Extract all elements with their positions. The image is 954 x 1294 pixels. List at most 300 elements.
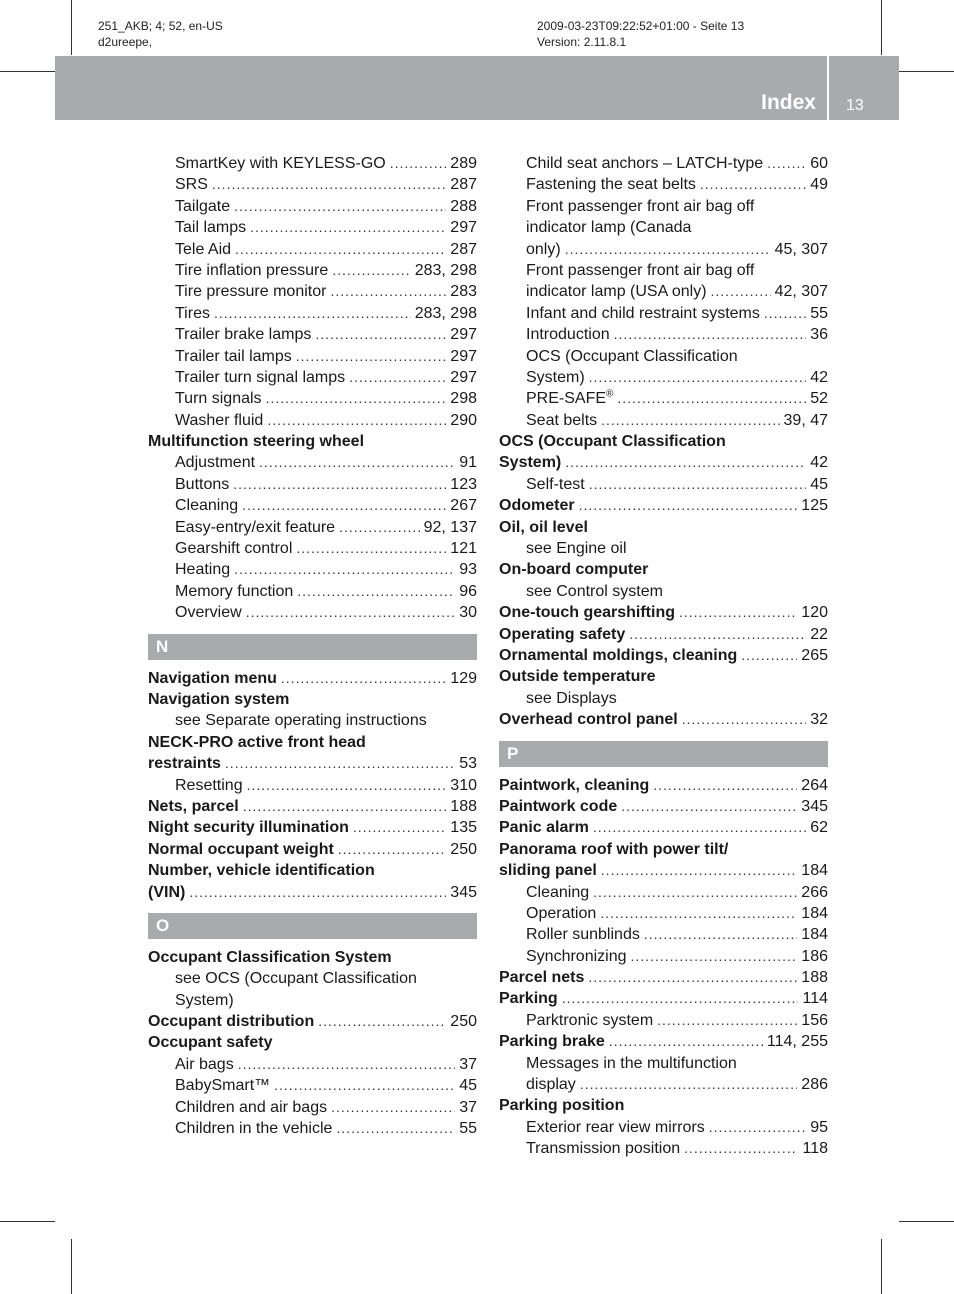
index-subentry: [148, 1075, 477, 1096]
leader-dots: [711, 281, 771, 302]
leader-dots: [315, 324, 446, 345]
index-subentry: [499, 946, 828, 967]
index-subentry: [499, 688, 828, 709]
leader-dots: [233, 474, 446, 495]
leader-dots: [296, 346, 447, 367]
page-reference: 118: [802, 1140, 828, 1158]
entry-text: Cleaning: [175, 497, 239, 515]
leader-dots: [621, 796, 797, 817]
leader-dots: [767, 153, 806, 174]
entry-text: Nets, parcel: [148, 797, 239, 815]
page-reference: 250: [450, 1013, 477, 1031]
crop-mark: [899, 71, 954, 72]
page-reference: 93: [459, 561, 477, 579]
index-entry: [148, 860, 477, 881]
entry-text: SRS: [175, 176, 208, 194]
leader-dots: [579, 495, 798, 516]
entry-text: OCS (Occupant Classification: [499, 433, 726, 451]
index-subentry: [499, 538, 828, 559]
entry-text: Transmission position: [526, 1140, 681, 1158]
index-entry: [499, 860, 828, 881]
page-reference: 32: [810, 711, 828, 729]
meta-line: 251_AKB; 4; 52, en-US: [98, 19, 223, 33]
entry-text: Synchronizing: [526, 947, 627, 965]
page-reference: 283: [450, 283, 477, 301]
leader-dots: [709, 1117, 807, 1138]
page-reference: 55: [459, 1120, 477, 1138]
page-reference: 283, 298: [414, 261, 477, 279]
page-reference: 264: [801, 776, 828, 794]
leader-dots: [234, 559, 455, 580]
entry-text: see Separate operating instructions: [175, 712, 427, 730]
leader-dots: [644, 924, 797, 945]
page-reference: 55: [810, 304, 828, 322]
entry-text: Tele Aid: [175, 240, 232, 258]
index-subentry: [148, 474, 477, 495]
page-reference: 184: [801, 904, 828, 922]
entry-text: Roller sunblinds: [526, 926, 640, 944]
index-entry: [148, 753, 477, 774]
leader-dots: [247, 775, 447, 796]
leader-dots: [332, 260, 410, 281]
leader-dots: [601, 860, 798, 881]
index-subentry: [148, 990, 477, 1011]
entry-text: Normal occupant weight: [148, 840, 334, 858]
entry-text: Tires: [175, 304, 210, 322]
page-reference: 297: [450, 326, 477, 344]
page-reference: 135: [450, 819, 477, 837]
leader-dots: [679, 602, 797, 623]
leader-dots: [629, 624, 806, 645]
index-subentry: [499, 882, 828, 903]
page-reference: 96: [459, 582, 477, 600]
crop-mark: [71, 0, 72, 55]
page-reference: 310: [450, 776, 477, 794]
leader-dots: [212, 174, 446, 195]
leader-dots: [281, 668, 446, 689]
page-reference: 184: [801, 926, 828, 944]
entry-text: Parcel nets: [499, 969, 585, 987]
index-entry: [148, 882, 477, 903]
entry-text: Children in the vehicle: [175, 1120, 333, 1138]
entry-text: Easy-entry/exit feature: [175, 518, 336, 536]
entry-text: Memory function: [175, 582, 294, 600]
page-reference: 250: [450, 840, 477, 858]
entry-text: SmartKey with KEYLESS-GO: [175, 155, 386, 172]
index-subentry: [148, 239, 477, 260]
index-entry: [499, 559, 828, 580]
page-reference: 267: [450, 497, 477, 515]
leader-dots: [589, 474, 807, 495]
entry-text: Cleaning: [526, 883, 590, 901]
entry-text: PRE-SAFE®: [526, 388, 614, 408]
page-reference: 289: [450, 155, 477, 172]
section-letter-n: N: [148, 634, 477, 660]
page-number: 13: [846, 97, 864, 114]
leader-dots: [589, 367, 807, 388]
index-subentry: [499, 196, 828, 217]
page-reference: 52: [810, 390, 828, 408]
leader-dots: [331, 1097, 455, 1118]
leader-dots: [296, 538, 446, 559]
index-entry: [148, 689, 477, 710]
entry-text: Number, vehicle identification: [148, 862, 375, 880]
page-reference: 186: [801, 947, 828, 965]
leader-dots: [741, 645, 797, 666]
index-subentry: [148, 153, 477, 174]
entry-text: Front passenger front air bag off: [526, 197, 755, 215]
entry-text: Buttons: [175, 475, 230, 493]
index-column-left: [148, 153, 477, 1139]
entry-text: Trailer brake lamps: [175, 326, 312, 344]
index-entry: [499, 452, 828, 473]
entry-text: Adjustment: [175, 454, 256, 472]
leader-dots: [684, 1138, 798, 1159]
leader-dots: [614, 324, 807, 345]
print-meta-left: [98, 18, 223, 50]
page-reference: 286: [801, 1076, 828, 1094]
page-reference: 114, 255: [766, 1033, 828, 1051]
index-subentry: [148, 495, 477, 516]
index-column-right: [499, 153, 828, 1160]
page-reference: 45, 307: [774, 240, 828, 258]
page-reference: 297: [450, 368, 477, 386]
leader-dots: [330, 281, 446, 302]
leader-dots: [657, 1010, 797, 1031]
leader-dots: [267, 410, 446, 431]
index-subentry: [148, 388, 477, 409]
index-entry: [499, 796, 828, 817]
index-entry: [499, 1095, 828, 1116]
entry-text: Tailgate: [175, 197, 231, 215]
entry-text: Turn signals: [175, 390, 262, 408]
index-subentry: [148, 452, 477, 473]
leader-dots: [565, 239, 771, 260]
index-subentry: [148, 602, 477, 623]
index-subentry: [148, 281, 477, 302]
entry-text: Parktronic system: [526, 1011, 654, 1029]
index-entry: [499, 602, 828, 623]
entry-text: only): [526, 240, 561, 258]
page-reference: 297: [450, 219, 477, 237]
index-subentry: [499, 346, 828, 367]
page-reference: 297: [450, 347, 477, 365]
page-reference: 42: [810, 368, 828, 386]
index-subentry: [499, 367, 828, 388]
leader-dots: [588, 967, 797, 988]
entry-text: Exterior rear view mirrors: [526, 1118, 705, 1136]
leader-dots: [243, 796, 447, 817]
page-reference: 156: [801, 1011, 828, 1029]
index-entry: [148, 1032, 477, 1053]
leader-dots: [600, 903, 797, 924]
index-entry: [499, 431, 828, 452]
page-reference: 121: [450, 540, 477, 558]
leader-dots: [234, 196, 446, 217]
entry-text: Trailer turn signal lamps: [175, 368, 346, 386]
page-reference: 53: [459, 755, 477, 773]
page-reference: 49: [810, 176, 828, 194]
entry-text: Parking position: [499, 1097, 625, 1115]
entry-text: Paintwork, cleaning: [499, 776, 650, 794]
leader-dots: [390, 153, 447, 174]
page-reference: 92, 137: [423, 518, 477, 536]
index-subentry: [499, 324, 828, 345]
leader-dots: [565, 452, 806, 473]
entry-text: Self-test: [526, 475, 585, 493]
page-reference: 125: [801, 497, 828, 515]
index-subentry: [148, 517, 477, 538]
entry-text: Front passenger front air bag off: [526, 261, 755, 279]
leader-dots: [601, 410, 779, 431]
entry-text: (VIN): [148, 883, 186, 901]
index-subentry: [499, 281, 828, 302]
leader-dots: [336, 1118, 455, 1139]
page-reference: 188: [801, 969, 828, 987]
leader-dots: [609, 1031, 763, 1052]
entry-text: Ornamental moldings, cleaning: [499, 646, 738, 664]
leader-dots: [242, 495, 446, 516]
entry-text: Navigation system: [148, 690, 290, 708]
page-reference: 42: [810, 454, 828, 472]
crop-mark: [881, 0, 882, 55]
index-subentry: [499, 1010, 828, 1031]
entry-text: see Displays: [526, 689, 617, 707]
entry-text: Operation: [526, 904, 597, 922]
crop-mark: [881, 1239, 882, 1294]
index-subentry: [148, 581, 477, 602]
index-entry: [499, 775, 828, 796]
page-title: Index: [761, 91, 816, 114]
crop-mark: [0, 1221, 55, 1222]
entry-text: indicator lamp (USA only): [526, 283, 707, 301]
entry-text: NECK-PRO active front head: [148, 733, 366, 751]
entry-text: Messages in the multifunction: [526, 1054, 737, 1072]
entry-text: Infant and child restraint systems: [526, 304, 760, 322]
index-subentry: [148, 260, 477, 281]
entry-text: BabySmart™: [175, 1077, 271, 1095]
index-subentry: [499, 924, 828, 945]
index-entry: [499, 709, 828, 730]
index-subentry: [499, 153, 828, 174]
index-subentry: [148, 1054, 477, 1075]
page-reference: 36: [810, 326, 828, 344]
entry-text: see Control system: [526, 582, 663, 600]
index-subentry: [148, 196, 477, 217]
entry-text: restraints: [148, 755, 221, 773]
entry-text: Odometer: [499, 497, 575, 515]
index-entry: [499, 817, 828, 838]
entry-text: Multifunction steering wheel: [148, 433, 365, 451]
index-subentry: [499, 239, 828, 260]
index-subentry: [148, 1118, 477, 1139]
index-subentry: [499, 1138, 828, 1159]
page-reference: 123: [450, 475, 477, 493]
index-entry: [148, 947, 477, 968]
leader-dots: [225, 753, 455, 774]
page-reference: 287: [450, 176, 477, 194]
page-reference: 30: [459, 604, 477, 622]
leader-dots: [318, 1011, 446, 1032]
leader-dots: [250, 217, 446, 238]
entry-text: Outside temperature: [499, 668, 656, 686]
page-reference: 120: [801, 604, 828, 622]
entry-text: display: [526, 1076, 576, 1094]
leader-dots: [653, 775, 797, 796]
index-subentry: [148, 346, 477, 367]
index-subentry: [148, 1097, 477, 1118]
entry-text: OCS (Occupant Classification: [526, 347, 738, 365]
page-reference: 95: [810, 1118, 828, 1136]
entry-text: Tire inflation pressure: [175, 261, 329, 279]
entry-text: Parking: [499, 990, 558, 1008]
entry-text: Trailer tail lamps: [175, 347, 292, 365]
page-reference: 298: [450, 390, 477, 408]
entry-text: Resetting: [175, 776, 243, 794]
entry-text: Heating: [175, 561, 231, 579]
crop-mark: [0, 71, 55, 72]
entry-text: Children and air bags: [175, 1098, 328, 1116]
index-entry: [148, 817, 477, 838]
leader-dots: [266, 388, 447, 409]
page-reference: 129: [450, 669, 477, 687]
page-reference: 287: [450, 240, 477, 258]
leader-dots: [189, 882, 446, 903]
index-subentry: [499, 260, 828, 281]
page-reference: 91: [459, 454, 477, 472]
leader-dots: [259, 452, 455, 473]
entry-text: see Engine oil: [526, 540, 627, 558]
index-entry: [499, 666, 828, 687]
crop-mark: [71, 1239, 72, 1294]
entry-text: Overhead control panel: [499, 711, 678, 729]
page-reference: 60: [810, 155, 828, 172]
index-subentry: [148, 775, 477, 796]
entry-text: System): [499, 454, 562, 472]
entry-text: One-touch gearshifting: [499, 604, 675, 622]
leader-dots: [235, 239, 446, 260]
index-subentry: [499, 581, 828, 602]
index-entry: [499, 624, 828, 645]
index-subentry: [148, 559, 477, 580]
index-subentry: [499, 217, 828, 238]
entry-text: indicator lamp (Canada: [526, 219, 692, 237]
entry-text: Occupant distribution: [148, 1013, 315, 1031]
entry-text: Oil, oil level: [499, 518, 588, 536]
entry-text: sliding panel: [499, 862, 597, 880]
leader-dots: [338, 839, 447, 860]
index-subentry: [148, 968, 477, 989]
entry-text: Washer fluid: [175, 411, 264, 429]
index-entry: [148, 1011, 477, 1032]
index-subentry: [148, 174, 477, 195]
print-meta-right: [537, 18, 744, 50]
page-reference: 290: [450, 411, 477, 429]
index-subentry: [148, 324, 477, 345]
entry-text: Introduction: [526, 326, 610, 344]
meta-line: Version: 2.11.8.1: [537, 35, 627, 49]
index-subentry: [148, 303, 477, 324]
entry-text: Navigation menu: [148, 669, 277, 687]
header-separator: [827, 56, 829, 120]
leader-dots: [593, 882, 797, 903]
page-reference: 345: [801, 797, 828, 815]
page-reference: 114: [802, 990, 828, 1008]
leader-dots: [214, 303, 411, 324]
leader-dots: [682, 709, 806, 730]
index-entry: [499, 495, 828, 516]
leader-dots: [562, 988, 799, 1009]
meta-line: 2009-03-23T09:22:52+01:00 - Seite 13: [537, 19, 745, 33]
index-subentry: [148, 710, 477, 731]
entry-text: Night security illumination: [148, 819, 349, 837]
entry-text: Tire pressure monitor: [175, 283, 327, 301]
entry-text: Operating safety: [499, 625, 626, 643]
leader-dots: [593, 817, 806, 838]
entry-text: Occupant safety: [148, 1034, 273, 1052]
entry-text: Paintwork code: [499, 797, 618, 815]
entry-text: System): [526, 368, 585, 386]
section-letter-o: O: [148, 913, 477, 939]
entry-text: see OCS (Occupant Classification: [175, 970, 417, 988]
index-entry: [499, 967, 828, 988]
index-subentry: [499, 1117, 828, 1138]
index-subentry: [499, 1074, 828, 1095]
leader-dots: [297, 581, 455, 602]
page-reference: 265: [801, 646, 828, 664]
entry-text: Air bags: [175, 1055, 234, 1073]
page-reference: 184: [801, 862, 828, 880]
meta-line: d2ureepe,: [98, 35, 153, 49]
page-reference: 37: [459, 1098, 477, 1116]
entry-text: Gearshift control: [175, 540, 293, 558]
page-reference: 37: [459, 1055, 477, 1073]
leader-dots: [339, 517, 420, 538]
index-entry: [499, 1031, 828, 1052]
index-subentry: [148, 367, 477, 388]
leader-dots: [617, 388, 806, 409]
index-subentry: [148, 410, 477, 431]
leader-dots: [353, 817, 446, 838]
index-subentry: [148, 538, 477, 559]
index-subentry: [499, 474, 828, 495]
index-subentry: [499, 903, 828, 924]
crop-mark: [899, 1221, 954, 1222]
entry-text: Overview: [175, 604, 242, 622]
entry-text: System): [175, 991, 234, 1009]
entry-text: Fastening the seat belts: [526, 176, 696, 194]
leader-dots: [580, 1074, 797, 1095]
leader-dots: [238, 1054, 456, 1075]
page-reference: 42, 307: [774, 283, 828, 301]
index-subentry: [499, 1053, 828, 1074]
leader-dots: [764, 303, 806, 324]
leader-dots: [700, 174, 806, 195]
index-subentry: [499, 174, 828, 195]
entry-text: Seat belts: [526, 411, 598, 429]
entry-text: Child seat anchors – LATCH-type: [526, 155, 764, 172]
index-subentry: [499, 410, 828, 431]
index-entry: [148, 732, 477, 753]
page-reference: 45: [459, 1077, 477, 1095]
page-reference: 45: [810, 475, 828, 493]
index-entry: [148, 796, 477, 817]
leader-dots: [274, 1075, 455, 1096]
page-reference: 39, 47: [783, 411, 828, 429]
leader-dots: [631, 946, 798, 967]
page-reference: 62: [810, 819, 828, 837]
index-entry: [499, 988, 828, 1009]
